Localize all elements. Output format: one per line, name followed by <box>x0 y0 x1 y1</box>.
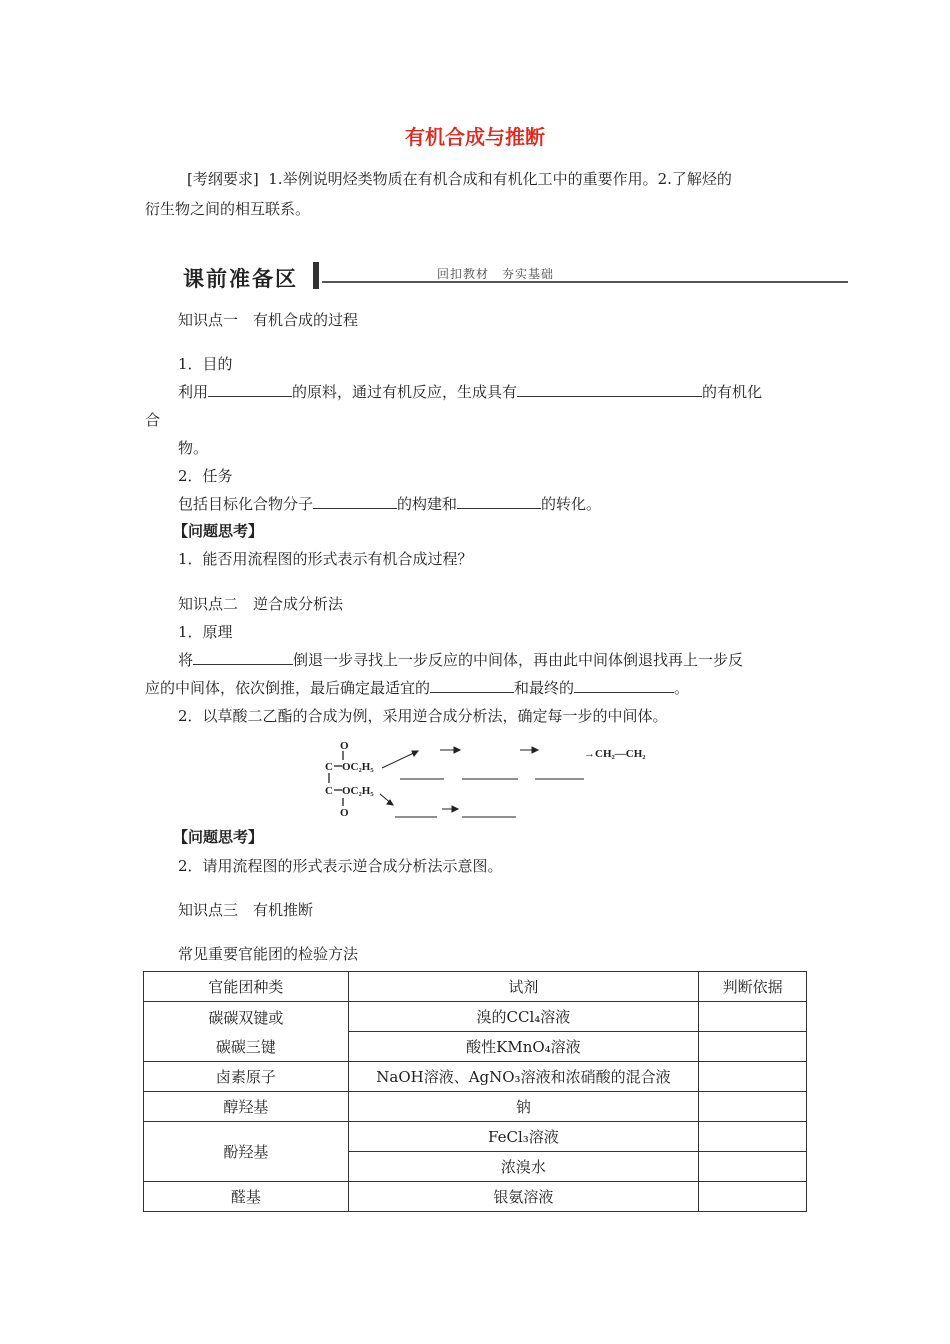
table-cell-group: 醛基 <box>144 1182 349 1212</box>
table-cell-answer[interactable] <box>699 1002 807 1032</box>
fill-blank[interactable] <box>208 382 292 397</box>
table-row <box>144 1062 807 1092</box>
table-cell-reagent: 酸性KMnO₄溶液 <box>348 1032 698 1062</box>
group-name-line: 碳碳三键 <box>215 1037 276 1056</box>
kp2-heading: 知识点二 逆合成分析法 <box>178 595 344 613</box>
scheme-oet1: OC₂H₅ <box>342 761 374 773</box>
kp1-text-c: 的有机化 <box>702 383 763 401</box>
table-row <box>144 1002 807 1032</box>
kp1-heading: 知识点一 有机合成的过程 <box>178 311 359 329</box>
scheme-oet2: OC₂H₅ <box>342 785 374 797</box>
fill-blank[interactable] <box>313 494 397 509</box>
fill-blank[interactable] <box>574 678 674 693</box>
kp2-item2: 2．以草酸二乙酯的合成为例，采用逆合成分析法，确定每一步的中间体。 <box>178 707 668 725</box>
kp1-text-a: 利用 <box>178 383 209 401</box>
table-cell-reagent: 浓溴水 <box>348 1152 698 1182</box>
section-banner-subtitle: 回扣教材 夯实基础 <box>437 267 555 281</box>
table-row <box>144 1182 807 1212</box>
kp2-line2-b: 和最终的 <box>514 679 575 697</box>
scheme-o-bottom: O <box>340 807 349 819</box>
kp3-subheading: 常见重要官能团的检验方法 <box>178 945 359 963</box>
kp1-item1-line <box>178 381 762 402</box>
kp2-item1-line <box>178 649 743 670</box>
table-cell-answer[interactable] <box>699 1152 807 1182</box>
kp2-item1-title: 1．原理 <box>178 623 233 641</box>
syllabus-text-1: 1.举例说明烃类物质在有机合成和有机化工中的重要作用。2.了解烃的 <box>268 170 732 188</box>
syllabus-line-1 <box>187 168 732 189</box>
retrosynthesis-scheme <box>320 738 670 820</box>
fill-blank[interactable] <box>430 678 514 693</box>
kp1-line2: 合 <box>145 411 161 429</box>
table-cell-answer[interactable] <box>699 1092 807 1122</box>
kp2-line2-c: 。 <box>674 679 690 697</box>
banner-rule <box>322 281 848 283</box>
scheme-c1: C <box>325 761 333 773</box>
scheme-arrowhead <box>452 806 458 812</box>
kp1-think-label: 【问题思考】 <box>173 522 264 540</box>
table-cell-answer[interactable] <box>699 1062 807 1092</box>
kp3-heading: 知识点三 有机推断 <box>178 901 314 919</box>
table-cell-answer[interactable] <box>699 1122 807 1152</box>
group-name-line: 碳碳双键或 <box>208 1008 284 1027</box>
kp2-item1-b: 倒退一步寻找上一步反应的中间体，再由此中间体倒退找再上一步反 <box>293 651 744 669</box>
table-cell-reagent: 钠 <box>348 1092 698 1122</box>
scheme-product: →CH₂—CH₂ <box>584 748 646 760</box>
table-cell-answer[interactable] <box>699 1182 807 1212</box>
scheme-arrowhead <box>412 751 418 756</box>
fill-blank[interactable] <box>457 494 541 509</box>
section-banner-title: 课前准备区 <box>183 267 298 291</box>
kp2-think-question: 2．请用流程图的形式表示逆合成分析法示意图。 <box>178 857 503 875</box>
scheme-c2: C <box>325 785 333 797</box>
scheme-o-top: O <box>340 740 349 752</box>
kp2-item1-line2 <box>145 677 689 698</box>
table-header-row <box>144 972 807 1002</box>
syllabus-text-2: 衍生物之间的相互联系。 <box>145 200 311 218</box>
table-cell-reagent: 溴的CCl₄溶液 <box>348 1002 698 1032</box>
table-cell-group: 醇羟基 <box>144 1092 349 1122</box>
table-cell-reagent: 银氨溶液 <box>348 1182 698 1212</box>
fill-blank[interactable] <box>193 650 293 665</box>
kp1-item1-title: 1．目的 <box>178 355 233 373</box>
syllabus-tag: [考纲要求] <box>187 170 259 188</box>
kp1-item2-c: 的转化。 <box>541 495 602 513</box>
table-cell-reagent: FeCl₃溶液 <box>348 1122 698 1152</box>
table-row <box>144 1122 807 1152</box>
kp2-item1-a: 将 <box>178 651 194 669</box>
banner-bar <box>313 262 319 289</box>
kp1-text-b: 的原料，通过有机反应，生成具有 <box>292 383 518 401</box>
kp1-item2-a: 包括目标化合物分子 <box>178 495 314 513</box>
table-header: 试剂 <box>348 972 698 1002</box>
kp1-line3: 物。 <box>178 439 209 457</box>
table-cell-reagent: NaOH溶液、AgNO₃溶液和浓硝酸的混合液 <box>348 1062 698 1092</box>
table-cell-group: 酚羟基 <box>144 1122 349 1182</box>
table-cell-answer[interactable] <box>699 1032 807 1062</box>
scheme-arrowhead <box>532 747 538 753</box>
fill-blank[interactable] <box>517 382 702 397</box>
functional-group-table <box>143 971 807 1212</box>
kp1-item2-title: 2．任务 <box>178 467 233 485</box>
kp1-think-question: 1．能否用流程图的形式表示有机合成过程？ <box>178 550 473 568</box>
page-title: 有机合成与推断 <box>405 125 545 149</box>
table-cell-group <box>144 1002 349 1062</box>
table-header: 判断依据 <box>699 972 807 1002</box>
kp1-item2-line <box>178 493 601 514</box>
kp2-think-label: 【问题思考】 <box>173 828 264 846</box>
table-header: 官能团种类 <box>144 972 349 1002</box>
kp1-item2-b: 的构建和 <box>397 495 458 513</box>
table-cell-group: 卤素原子 <box>144 1062 349 1092</box>
kp2-line2-a: 应的中间体，依次倒推，最后确定最适宜的 <box>145 679 431 697</box>
scheme-arrowhead <box>454 747 460 753</box>
table-row <box>144 1092 807 1122</box>
